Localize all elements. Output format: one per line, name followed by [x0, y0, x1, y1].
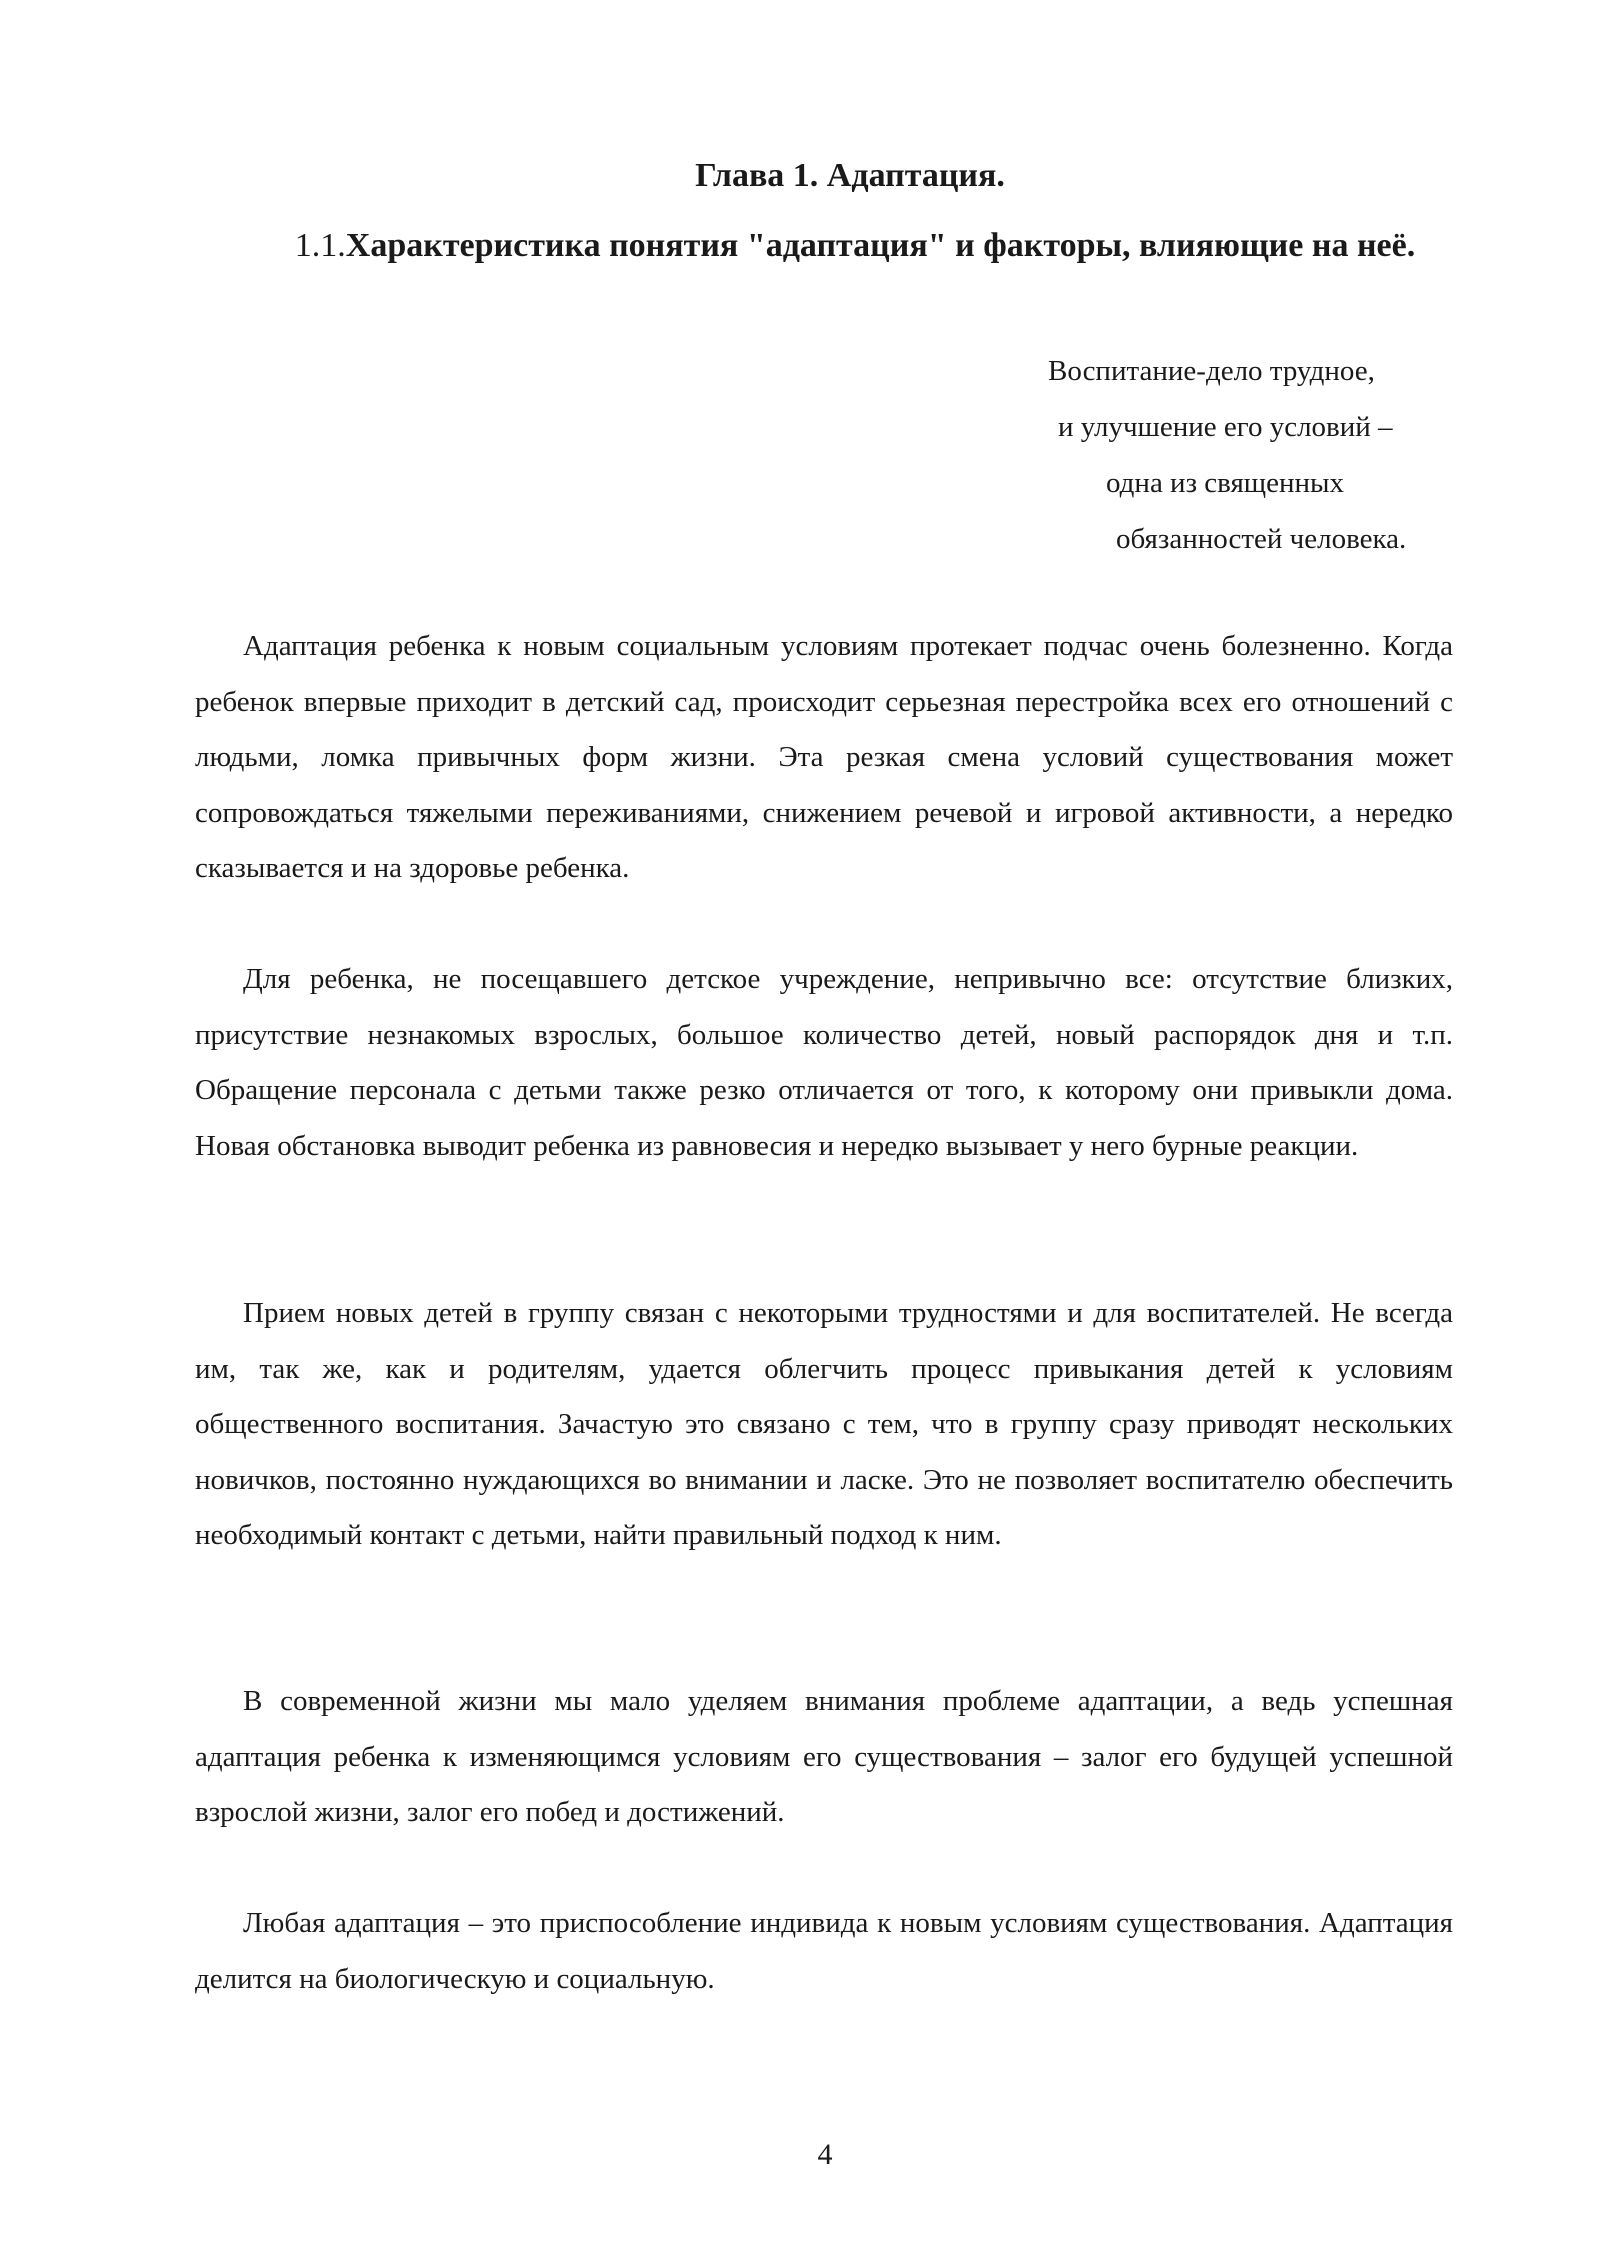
body-paragraph-block-5	[195, 1896, 1453, 2007]
section-title-text: Характеристика понятия "адаптация" и факторы, влияющие на неё.	[345, 227, 1416, 264]
body-paragraph-block-3	[195, 1286, 1453, 1564]
body-paragraph: В современной жизни мы мало уделяем внимания проблеме адаптации, а ведь успешная адаптация ребенка к изменяющимся условиям его существования – залог его будущей успешной взрослой жизни, залог его побед и достижений.	[195, 1685, 1453, 1828]
body-paragraph: Прием новых детей в группу связан с некоторыми трудностями и для воспитателей. Не всегда им, так же, как и родителям, удается облегчить процесс привыкания детей к условиям общественного воспитания. Зачастую это связано с тем, что в группу сразу приводят нескольких новичков, постоянно нуждающихся во внимании и ласке. Это не позволяет воспитателю обеспечить необходимый контакт с детьми, найти правильный подход к ним.	[195, 1297, 1453, 1551]
body-paragraph: Любая адаптация – это приспособление индивида к новым условиям существования. Адаптация делится на биологическую и социальную.	[195, 1907, 1453, 1995]
epigraph-line: Воспитание-дело трудное,	[1048, 355, 1375, 387]
epigraph-line: обязанностей человека.	[1116, 523, 1407, 555]
body-paragraph: Адаптация ребенка к новым социальным условиям протекает подчас очень болезненно. Когда ребенок впервые приходит в детский сад, происходит серьезная перестройка всех его отношений с людьми, ломка привычных форм жизни. Эта резкая смена условий существования может сопровождаться тяжелыми переживаниями, снижением речевой и игровой активности, а нередко сказывается и на здоровье ребенка.	[195, 630, 1453, 884]
body-paragraph-block-4	[195, 1674, 1453, 1841]
epigraph	[1030, 343, 1450, 567]
chapter-title: Глава 1. Адаптация.	[695, 157, 1005, 194]
body-paragraph-block-1	[195, 619, 1453, 897]
body-paragraph-block-2	[195, 952, 1453, 1174]
section-title	[255, 213, 1455, 279]
section-number: 1.1.	[294, 227, 346, 264]
body-paragraph: Для ребенка, не посещавшего детское учреждение, непривычно все: отсутствие близких, присутствие незнакомых взрослых, большое количество детей, новый распорядок дня и т.п. Обращение персонала с детьми также резко отличается от того, к которому они привыкли дома. Новая обстановка выводит ребенка из равновесия и нередко вызывает у него бурные реакции.	[195, 963, 1453, 1162]
epigraph-line: и улучшение его условий –	[1058, 411, 1393, 443]
epigraph-line: одна из священных	[1106, 467, 1345, 499]
page-number: 4	[817, 2138, 833, 2171]
